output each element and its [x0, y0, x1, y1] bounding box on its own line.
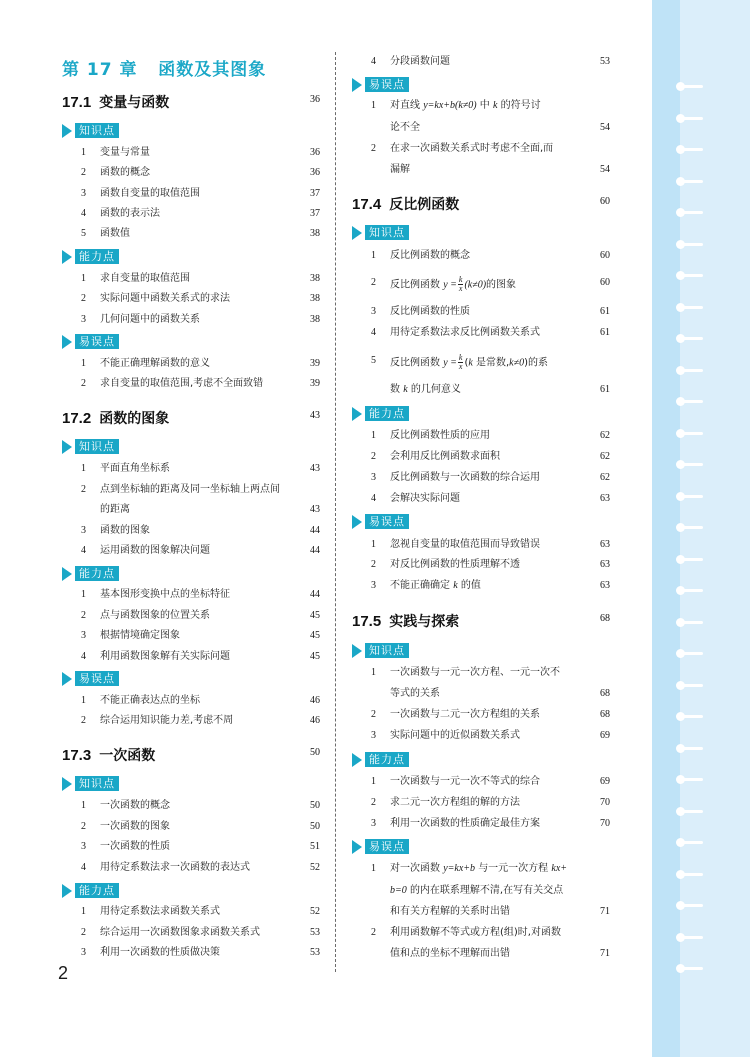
play-triangle-icon — [62, 672, 72, 686]
item-page: 38 — [310, 314, 320, 325]
item-text: 点到坐标轴的距离及同一坐标轴上两点间 — [100, 484, 280, 495]
item-page: 51 — [310, 841, 320, 852]
item-text: 综合运用一次函数图象求函数关系式 — [100, 927, 260, 938]
category-ability — [62, 248, 320, 265]
item-text: 利用函数解不等式或方程(组)时,对函数 — [390, 927, 561, 938]
binding-ring-icon — [676, 649, 702, 658]
category-label: 知识点 — [75, 776, 119, 791]
item-page: 53 — [600, 56, 610, 67]
play-triangle-icon — [352, 644, 362, 658]
section-17-4[interactable] — [352, 194, 610, 214]
item-text: 综合运用知识能力差,考虑不周 — [100, 715, 234, 726]
item-text: 等式的关系 — [390, 688, 440, 699]
item-text: 变量与常量 — [100, 147, 150, 158]
binding-ring-icon — [676, 618, 702, 627]
item-text — [390, 579, 481, 593]
numerator: k — [458, 275, 463, 284]
math-variable: k — [453, 580, 458, 591]
item-page: 43 — [310, 504, 320, 515]
numerator: k — [458, 353, 463, 362]
play-triangle-icon — [62, 250, 72, 264]
text-part: 的图象 — [486, 279, 517, 291]
item-text: 基本图形变换中点的坐标特征 — [100, 589, 230, 600]
binding-ring-icon — [676, 586, 702, 595]
binding-ring-icon — [676, 870, 702, 879]
section-number: 17.2 — [62, 410, 92, 427]
binding-ring-icon — [676, 775, 702, 784]
section-17-1[interactable] — [62, 92, 320, 112]
item-text: 点与函数图象的位置关系 — [100, 610, 210, 621]
category-label: 能力点 — [75, 566, 119, 581]
item-page: 63 — [600, 493, 610, 504]
item-page: 45 — [310, 630, 320, 641]
item-text: 运用函数的图象解决问题 — [100, 545, 210, 556]
category-ability — [352, 405, 610, 422]
item-page: 38 — [310, 293, 320, 304]
item-text: 根据情境确定图象 — [100, 630, 180, 641]
item-text: 实际问题中的近似函数关系式 — [390, 730, 520, 741]
item-number: 1 — [81, 463, 86, 474]
item-text: 忽视自变量的取值范围而导致错误 — [390, 539, 540, 550]
item-page: 54 — [600, 122, 610, 133]
item-number: 1 — [81, 273, 86, 284]
item-number: 1 — [371, 250, 376, 261]
item-page: 44 — [310, 525, 320, 536]
item-page: 69 — [600, 730, 610, 741]
section-title: 一次函数 — [99, 748, 156, 764]
item-number: 4 — [371, 493, 376, 504]
fraction — [458, 276, 464, 293]
math-expression: y=kx+b — [443, 863, 475, 874]
math-expression: b=0 — [390, 885, 407, 896]
item-number: 2 — [371, 797, 376, 808]
item-number: 5 — [371, 355, 376, 366]
item-text: 对反比例函数的性质理解不透 — [390, 559, 520, 570]
item-number: 2 — [371, 559, 376, 570]
item-text: 反比例函数的性质 — [390, 306, 470, 317]
section-title: 变量与函数 — [99, 95, 170, 111]
binding-ring-icon — [676, 240, 702, 249]
play-triangle-icon — [62, 440, 72, 454]
item-text: 一次函数与二元一次方程组的关系 — [390, 709, 540, 720]
item-number: 1 — [81, 147, 86, 158]
text-part: 中 — [479, 100, 490, 111]
item-number: 3 — [371, 306, 376, 317]
binding-ring-icon — [676, 712, 702, 721]
item-page: 69 — [600, 776, 610, 787]
category-mistake — [352, 76, 610, 93]
section-page: 68 — [600, 613, 610, 624]
item-text: 论不全 — [390, 122, 420, 133]
item-number: 3 — [371, 472, 376, 483]
item-number: 2 — [81, 927, 86, 938]
item-number: 1 — [81, 589, 86, 600]
play-triangle-icon — [62, 777, 72, 791]
item-page: 60 — [600, 250, 610, 261]
item-page: 39 — [310, 378, 320, 389]
item-text: 一次函数与一元一次方程、一元一次不 — [390, 667, 560, 678]
item-text: 一次函数与一元一次不等式的综合 — [390, 776, 540, 787]
text-part: 是常数, — [475, 357, 510, 369]
item-page: 38 — [310, 228, 320, 239]
item-number: 3 — [371, 818, 376, 829]
item-page: 50 — [310, 800, 320, 811]
item-text: 不能正确表达点的坐标 — [100, 695, 200, 706]
text-part: ( — [464, 357, 469, 369]
math-variable: k — [403, 384, 408, 395]
category-label: 知识点 — [365, 225, 409, 240]
item-page: 45 — [310, 610, 320, 621]
item-text: 反比例函数的概念 — [390, 250, 470, 261]
item-number: 2 — [371, 143, 376, 154]
item-page: 39 — [310, 358, 320, 369]
math-expression: y = — [443, 357, 457, 369]
item-number: 3 — [371, 730, 376, 741]
play-triangle-icon — [62, 335, 72, 349]
item-text: 值和点的坐标不理解而出错 — [390, 948, 510, 959]
category-ability — [352, 751, 610, 768]
item-number: 2 — [81, 293, 86, 304]
item-number: 3 — [81, 947, 86, 958]
item-text: 漏解 — [390, 164, 410, 175]
chapter-number: 第 17 章 — [62, 60, 138, 80]
item-page: 68 — [600, 709, 610, 720]
item-page: 53 — [310, 947, 320, 958]
item-number: 3 — [81, 188, 86, 199]
item-page: 43 — [310, 463, 320, 474]
item-page: 37 — [310, 188, 320, 199]
binding-ring-icon — [676, 744, 702, 753]
binding-ring-icon — [676, 933, 702, 942]
item-number: 4 — [371, 56, 376, 67]
play-triangle-icon — [352, 840, 362, 854]
binding-ring-icon — [676, 208, 702, 217]
binding-ring-icon — [676, 807, 702, 816]
item-page: 71 — [600, 948, 610, 959]
item-text: 和有关方程解的关系时出错 — [390, 906, 510, 917]
denominator: x — [458, 284, 463, 293]
item-number: 2 — [371, 277, 376, 288]
fraction — [458, 354, 464, 371]
category-ability — [62, 882, 320, 899]
math-variable: k — [492, 100, 498, 111]
item-number: 2 — [371, 709, 376, 720]
item-text: 用待定系数法求反比例函数关系式 — [390, 327, 540, 338]
binding-ring-icon — [676, 523, 702, 532]
category-label: 能力点 — [365, 406, 409, 421]
item-number: 2 — [81, 715, 86, 726]
item-text: 函数的概念 — [100, 167, 150, 178]
item-number: 3 — [81, 314, 86, 325]
math-condition: (k≠0) — [464, 279, 487, 291]
binding-ring-icon — [676, 460, 702, 469]
item-text: 函数的图象 — [100, 525, 150, 536]
category-label: 易误点 — [365, 839, 409, 854]
item-text: 函数的表示法 — [100, 208, 160, 219]
item-number: 4 — [81, 862, 86, 873]
item-page: 62 — [600, 430, 610, 441]
item-page: 63 — [600, 559, 610, 570]
play-triangle-icon — [62, 567, 72, 581]
section-17-5[interactable] — [352, 611, 610, 631]
item-page: 50 — [310, 821, 320, 832]
item-text — [390, 862, 567, 876]
binding-ring-icon — [676, 397, 702, 406]
text-part: 反比例函数 — [390, 279, 440, 291]
binding-ring-icon — [676, 366, 702, 375]
play-triangle-icon — [352, 753, 362, 767]
item-number: 1 — [371, 100, 376, 111]
binding-ring-icon — [676, 303, 702, 312]
item-number: 2 — [371, 451, 376, 462]
item-number: 5 — [81, 228, 86, 239]
category-mistake — [62, 333, 320, 350]
play-triangle-icon — [352, 226, 362, 240]
binding-ring-icon — [676, 82, 702, 91]
section-page: 36 — [310, 94, 320, 105]
item-page: 46 — [310, 695, 320, 706]
item-number: 2 — [81, 484, 86, 495]
binding-ring-icon — [676, 838, 702, 847]
category-label: 易误点 — [365, 77, 409, 92]
denominator: x — [458, 362, 463, 371]
item-page: 38 — [310, 273, 320, 284]
item-page: 37 — [310, 208, 320, 219]
section-page: 60 — [600, 196, 610, 207]
item-page: 46 — [310, 715, 320, 726]
section-title: 实践与探索 — [389, 614, 460, 630]
section-number: 17.1 — [62, 94, 92, 111]
category-ability — [62, 565, 320, 582]
item-text: 反比例函数性质的应用 — [390, 430, 490, 441]
category-label: 知识点 — [75, 123, 119, 138]
item-text: 求自变量的取值范围 — [100, 273, 190, 284]
binding-ring-icon — [676, 177, 702, 186]
section-number: 17.3 — [62, 747, 92, 764]
item-number: 3 — [81, 525, 86, 536]
item-number: 1 — [81, 695, 86, 706]
item-text: 反比例函数与一次函数的综合运用 — [390, 472, 540, 483]
section-17-3[interactable] — [62, 745, 320, 765]
item-text: 一次函数的概念 — [100, 800, 170, 811]
item-page: 60 — [600, 277, 610, 288]
column-divider — [335, 52, 336, 972]
item-text: 利用一次函数的性质做决策 — [100, 947, 220, 958]
item-text — [390, 383, 461, 397]
text-part: 数 — [390, 384, 400, 395]
math-condition: k≠0 — [509, 357, 525, 369]
item-number: 4 — [81, 651, 86, 662]
category-label: 知识点 — [75, 439, 119, 454]
binding-ring-icon — [676, 901, 702, 910]
item-number: 2 — [81, 821, 86, 832]
item-text: 的距离 — [100, 504, 130, 515]
item-text — [390, 99, 541, 113]
item-number: 3 — [81, 630, 86, 641]
item-page: 63 — [600, 539, 610, 550]
item-number: 1 — [81, 800, 86, 811]
category-label: 易误点 — [75, 334, 119, 349]
item-number: 1 — [371, 776, 376, 787]
binding-ring-icon — [676, 492, 702, 501]
binding-ring-icon — [676, 145, 702, 154]
item-page: 62 — [600, 472, 610, 483]
item-page: 61 — [600, 384, 610, 395]
item-page: 52 — [310, 906, 320, 917]
section-title: 函数的图象 — [99, 411, 170, 427]
item-page: 53 — [310, 927, 320, 938]
item-number: 3 — [81, 841, 86, 852]
item-number: 4 — [81, 208, 86, 219]
item-page: 44 — [310, 589, 320, 600]
category-label: 知识点 — [365, 643, 409, 658]
item-number: 4 — [81, 545, 86, 556]
item-number: 3 — [371, 580, 376, 591]
section-number: 17.5 — [352, 613, 382, 630]
item-page: 36 — [310, 167, 320, 178]
category-mistake — [352, 838, 610, 855]
item-text: 利用一次函数的性质确定最佳方案 — [390, 818, 540, 829]
item-number: 1 — [81, 906, 86, 917]
item-page: 71 — [600, 906, 610, 917]
binding-ring-icon — [676, 271, 702, 280]
item-page: 61 — [600, 327, 610, 338]
binding-ring-icon — [676, 334, 702, 343]
math-expression: kx+ — [551, 863, 567, 874]
item-text — [390, 354, 548, 371]
item-number: 2 — [371, 927, 376, 938]
play-triangle-icon — [62, 884, 72, 898]
item-text: 不能正确理解函数的意义 — [100, 358, 210, 369]
item-page: 44 — [310, 545, 320, 556]
item-text: 平面直角坐标系 — [100, 463, 170, 474]
category-knowledge — [352, 642, 610, 659]
item-text: 实际问题中函数关系式的求法 — [100, 293, 230, 304]
category-knowledge — [62, 775, 320, 792]
play-triangle-icon — [352, 515, 362, 529]
binding-ring-icon — [676, 964, 702, 973]
section-title: 反比例函数 — [389, 197, 460, 213]
category-label: 易误点 — [365, 514, 409, 529]
math-expression: y=kx+b(k≠0) — [423, 100, 477, 111]
text-part: 反比例函数 — [390, 357, 440, 369]
item-page: 63 — [600, 580, 610, 591]
item-number: 1 — [371, 539, 376, 550]
binding-ring-icon — [676, 429, 702, 438]
text-part: 的值 — [460, 580, 481, 591]
page-number: 2 — [58, 963, 69, 983]
text-part: 与一元一次方程 — [478, 863, 549, 874]
item-page: 52 — [310, 862, 320, 873]
category-knowledge — [62, 438, 320, 455]
item-text: 会利用反比例函数求面积 — [390, 451, 500, 462]
text-part: 的符号讨 — [500, 100, 541, 111]
category-mistake — [62, 670, 320, 687]
item-text: 求二元一次方程组的解的方法 — [390, 797, 520, 808]
item-text: 在求一次函数关系式时考虑不全面,而 — [390, 143, 554, 154]
item-text: 利用函数图象解有关实际问题 — [100, 651, 230, 662]
item-page: 70 — [600, 818, 610, 829]
item-text: 一次函数的图象 — [100, 821, 170, 832]
chapter-title — [62, 55, 266, 80]
category-label: 能力点 — [365, 752, 409, 767]
section-page: 43 — [310, 410, 320, 421]
item-page: 45 — [310, 651, 320, 662]
text-part: 的内在联系理解不清,在写有关交点 — [409, 885, 564, 896]
section-page: 50 — [310, 747, 320, 758]
text-part: 的几何意义 — [410, 384, 461, 395]
item-text: 函数自变量的取值范围 — [100, 188, 200, 199]
item-number: 1 — [371, 430, 376, 441]
item-text — [390, 884, 563, 898]
item-number: 2 — [81, 610, 86, 621]
item-text: 函数值 — [100, 228, 130, 239]
category-knowledge — [62, 122, 320, 139]
item-number: 1 — [371, 863, 376, 874]
binding-ring-icon — [676, 681, 702, 690]
item-page: 68 — [600, 688, 610, 699]
category-label: 能力点 — [75, 249, 119, 264]
category-label: 能力点 — [75, 883, 119, 898]
item-page: 54 — [600, 164, 610, 175]
section-number: 17.4 — [352, 196, 382, 213]
item-page: 70 — [600, 797, 610, 808]
math-expression: y = — [443, 279, 457, 291]
item-text: 一次函数的性质 — [100, 841, 170, 852]
text-part: 对直线 — [390, 100, 420, 111]
category-label: 易误点 — [75, 671, 119, 686]
text-part: 不能正确确定 — [390, 580, 450, 591]
play-triangle-icon — [352, 407, 362, 421]
item-number: 4 — [371, 327, 376, 338]
item-number: 1 — [81, 358, 86, 369]
item-page: 36 — [310, 147, 320, 158]
text-part: )的系 — [524, 357, 549, 369]
section-17-2[interactable] — [62, 408, 320, 428]
item-text: 求自变量的取值范围,考虑不全面致错 — [100, 378, 264, 389]
category-knowledge — [352, 224, 610, 241]
play-triangle-icon — [352, 78, 362, 92]
item-text — [390, 276, 516, 293]
item-text: 会解决实际问题 — [390, 493, 460, 504]
text-part: 对一次函数 — [390, 863, 440, 874]
item-number: 2 — [81, 167, 86, 178]
item-number: 2 — [81, 378, 86, 389]
item-number: 1 — [371, 667, 376, 678]
binding-ring-icon — [676, 114, 702, 123]
category-mistake — [352, 513, 610, 530]
binding-ring-icon — [676, 555, 702, 564]
math-variable: k — [468, 357, 473, 369]
item-text: 分段函数问题 — [390, 56, 450, 67]
play-triangle-icon — [62, 124, 72, 138]
item-page: 62 — [600, 451, 610, 462]
chapter-name: 函数及其图象 — [158, 60, 267, 80]
item-text: 用待定系数法求函数关系式 — [100, 906, 220, 917]
item-page: 61 — [600, 306, 610, 317]
item-text: 用待定系数法求一次函数的表达式 — [100, 862, 250, 873]
item-text: 几何问题中的函数关系 — [100, 314, 200, 325]
